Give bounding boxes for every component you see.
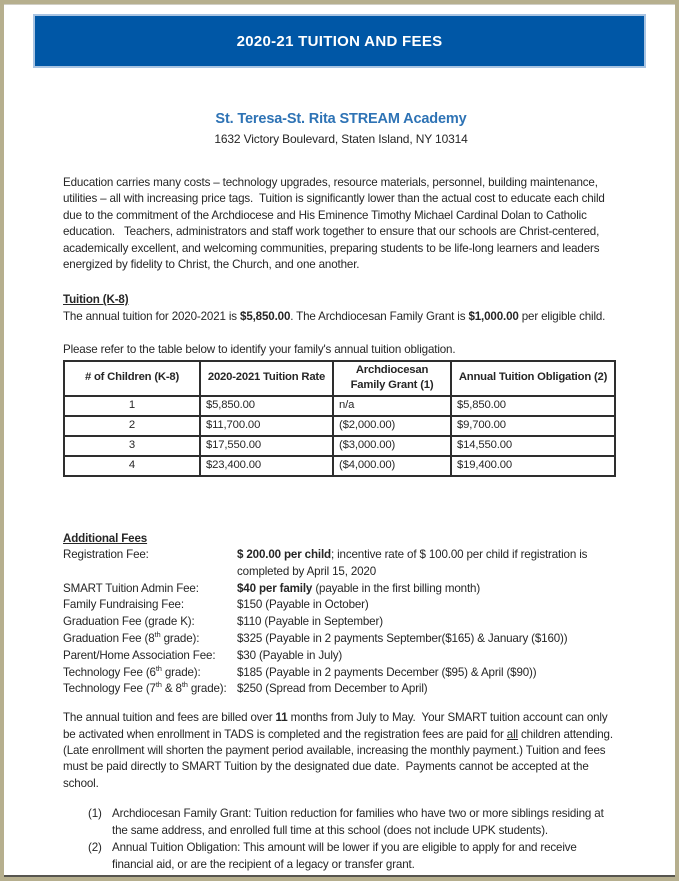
fee-value bbox=[237, 614, 619, 631]
text-run: ; incentive rate of $ 100.00 per child if registration is completed by April 15, 2020 bbox=[237, 548, 591, 578]
table-header-row bbox=[64, 361, 615, 396]
text-run: grade): bbox=[187, 682, 227, 696]
table-cell: $11,700.00 bbox=[200, 416, 333, 436]
tuition-table-body bbox=[64, 396, 615, 476]
fee-value bbox=[237, 581, 619, 598]
fee-row bbox=[63, 614, 619, 631]
fee-label bbox=[63, 665, 237, 682]
table-cell: $19,400.00 bbox=[451, 456, 615, 476]
text-run: $150 (Payable in October) bbox=[237, 598, 369, 612]
footnote-number: (2) bbox=[88, 841, 102, 855]
table-header-cell: 2020-2021 Tuition Rate bbox=[200, 361, 333, 396]
text-run: th bbox=[181, 680, 188, 690]
fee-label bbox=[63, 614, 237, 631]
tuition-table bbox=[63, 360, 616, 477]
table-cell: 4 bbox=[64, 456, 200, 476]
fee-row bbox=[63, 581, 619, 598]
fee-label bbox=[63, 631, 237, 648]
text-run: months from July to May. Your SMART tuition account can only be activated when enrollment in TADS is completed and the registration fees are paid for bbox=[63, 711, 611, 741]
table-row bbox=[64, 436, 615, 456]
banner-title: 2020-21 TUITION AND FEES bbox=[236, 32, 443, 50]
table-cell: ($3,000.00) bbox=[333, 436, 451, 456]
additional-fees-heading: Additional Fees bbox=[63, 531, 148, 545]
text-run: Registration Fee: bbox=[63, 548, 149, 562]
text-run: $325 (Payable in 2 payments September($165) & January ($160)) bbox=[237, 632, 568, 646]
text-run: $110 (Payable in September) bbox=[237, 615, 383, 629]
text-run: $5,850.00 bbox=[240, 309, 291, 323]
footnote-item bbox=[63, 840, 619, 874]
table-intro: Please refer to the table below to identify your family's annual tuition obligation. bbox=[63, 343, 456, 357]
footnotes bbox=[63, 806, 619, 874]
text-run: Parent/Home Association Fee: bbox=[63, 648, 216, 662]
text-run: th bbox=[155, 663, 162, 673]
fee-value bbox=[237, 631, 619, 648]
text-run: (payable in the first billing month) bbox=[312, 581, 481, 595]
fee-row bbox=[63, 597, 619, 614]
table-header-cell: Annual Tuition Obligation (2) bbox=[451, 361, 615, 396]
fee-label bbox=[63, 547, 237, 581]
fee-row bbox=[63, 648, 619, 665]
text-run: $185 (Payable in 2 payments December ($95) & April ($90)) bbox=[237, 665, 537, 679]
table-row bbox=[64, 416, 615, 436]
text-run: $40 per family bbox=[237, 581, 313, 595]
text-run: & 8 bbox=[161, 682, 182, 696]
footnote-text: Archdiocesan Family Grant: Tuition reduction for families who have two or more siblings residing at the same address, and enrolled full time at this school (does not include UPK students). bbox=[112, 807, 607, 838]
footnote-item bbox=[63, 806, 619, 840]
text-run: The annual tuition for 2020-2021 is bbox=[63, 309, 241, 323]
text-run: $250 (Spread from December to April) bbox=[237, 682, 428, 696]
table-cell: $5,850.00 bbox=[451, 396, 615, 416]
footnote-number: (1) bbox=[88, 807, 102, 821]
text-run: 11 bbox=[275, 711, 288, 725]
table-cell: $5,850.00 bbox=[200, 396, 333, 416]
header-banner bbox=[33, 14, 646, 68]
table-cell: 1 bbox=[64, 396, 200, 416]
text-run: Technology Fee (7 bbox=[63, 682, 156, 696]
table-cell: $23,400.00 bbox=[200, 456, 333, 476]
fee-label bbox=[63, 681, 237, 698]
fee-row bbox=[63, 631, 619, 648]
school-address: 1632 Victory Boulevard, Staten Island, NY 10314 bbox=[214, 132, 468, 146]
text-run: Graduation Fee (8 bbox=[63, 632, 155, 646]
table-cell: n/a bbox=[333, 396, 451, 416]
table-cell: ($4,000.00) bbox=[333, 456, 451, 476]
table-cell: 2 bbox=[64, 416, 200, 436]
text-run: $30 (Payable in July) bbox=[237, 648, 343, 662]
table-header-cell: Archdiocesan Family Grant (1) bbox=[333, 361, 451, 396]
text-run: th bbox=[155, 680, 162, 690]
fee-value bbox=[237, 665, 619, 682]
text-run: all bbox=[506, 727, 518, 741]
text-run: grade): bbox=[160, 632, 200, 646]
text-run: grade): bbox=[161, 665, 201, 679]
fee-row bbox=[63, 547, 619, 581]
billing-paragraph bbox=[63, 710, 619, 792]
fee-value bbox=[237, 597, 619, 614]
tuition-summary bbox=[63, 309, 619, 325]
text-run: . The Archdiocesan Family Grant is bbox=[290, 309, 469, 323]
footnote-text: Annual Tuition Obligation: This amount will be lower if you are eligible to apply for and receive financial aid, or are the recipient of a legacy or transfer grant. bbox=[112, 841, 580, 871]
text-run: Family Fundraising Fee: bbox=[63, 598, 184, 612]
intro-paragraph: Education carries many costs – technology upgrades, resource materials, personnel, building maintenance, utilities – all with increasing price tags. Tuition is significantly lower than the actual cost to educate each child due to the commitment of the Archdiocese and His Eminence Timothy Michael Cardinal Dolan to Catholic education. Teachers, administrators and staff work together to ensure that our schools are Christ-centered, academically excellent, and welcoming communities, preparing students to be life-long learners and leaders energized by fidelity to Christ, the Church, and one another. bbox=[63, 176, 608, 272]
fee-value bbox=[237, 547, 619, 581]
fee-label bbox=[63, 581, 237, 598]
tuition-heading: Tuition (K-8) bbox=[63, 293, 129, 307]
fee-label bbox=[63, 597, 237, 614]
table-row bbox=[64, 396, 615, 416]
fee-label bbox=[63, 648, 237, 665]
table-header-cell: # of Children (K-8) bbox=[64, 361, 200, 396]
fee-value bbox=[237, 648, 619, 665]
school-name: St. Teresa-St. Rita STREAM Academy bbox=[215, 111, 467, 127]
text-run: SMART Tuition Admin Fee: bbox=[63, 581, 199, 595]
text-run: th bbox=[154, 630, 161, 640]
table-row bbox=[64, 456, 615, 476]
table-cell: $14,550.00 bbox=[451, 436, 615, 456]
text-run: $ 200.00 per child bbox=[237, 548, 331, 562]
fee-row bbox=[63, 665, 619, 682]
fee-value bbox=[237, 681, 619, 698]
fee-row bbox=[63, 681, 619, 698]
table-cell: $9,700.00 bbox=[451, 416, 615, 436]
table-cell: ($2,000.00) bbox=[333, 416, 451, 436]
text-run: per eligible child. bbox=[518, 309, 606, 323]
table-cell: 3 bbox=[64, 436, 200, 456]
text-run: $1,000.00 bbox=[468, 309, 519, 323]
text-run: Technology Fee (6 bbox=[63, 665, 156, 679]
document-content bbox=[4, 111, 675, 874]
text-run: Graduation Fee (grade K): bbox=[63, 615, 195, 629]
tuition-table-head bbox=[64, 361, 615, 396]
text-run: The annual tuition and fees are billed over bbox=[63, 711, 276, 725]
fees-list bbox=[63, 547, 619, 698]
table-cell: $17,550.00 bbox=[200, 436, 333, 456]
text-run: children attending. (Late enrollment will shorten the payment period available, increasing the monthly payment.) Tuition and fees must be paid directly to SMART Tuition by the designated due date. Payments cannot be accepted at the school. bbox=[63, 727, 617, 790]
